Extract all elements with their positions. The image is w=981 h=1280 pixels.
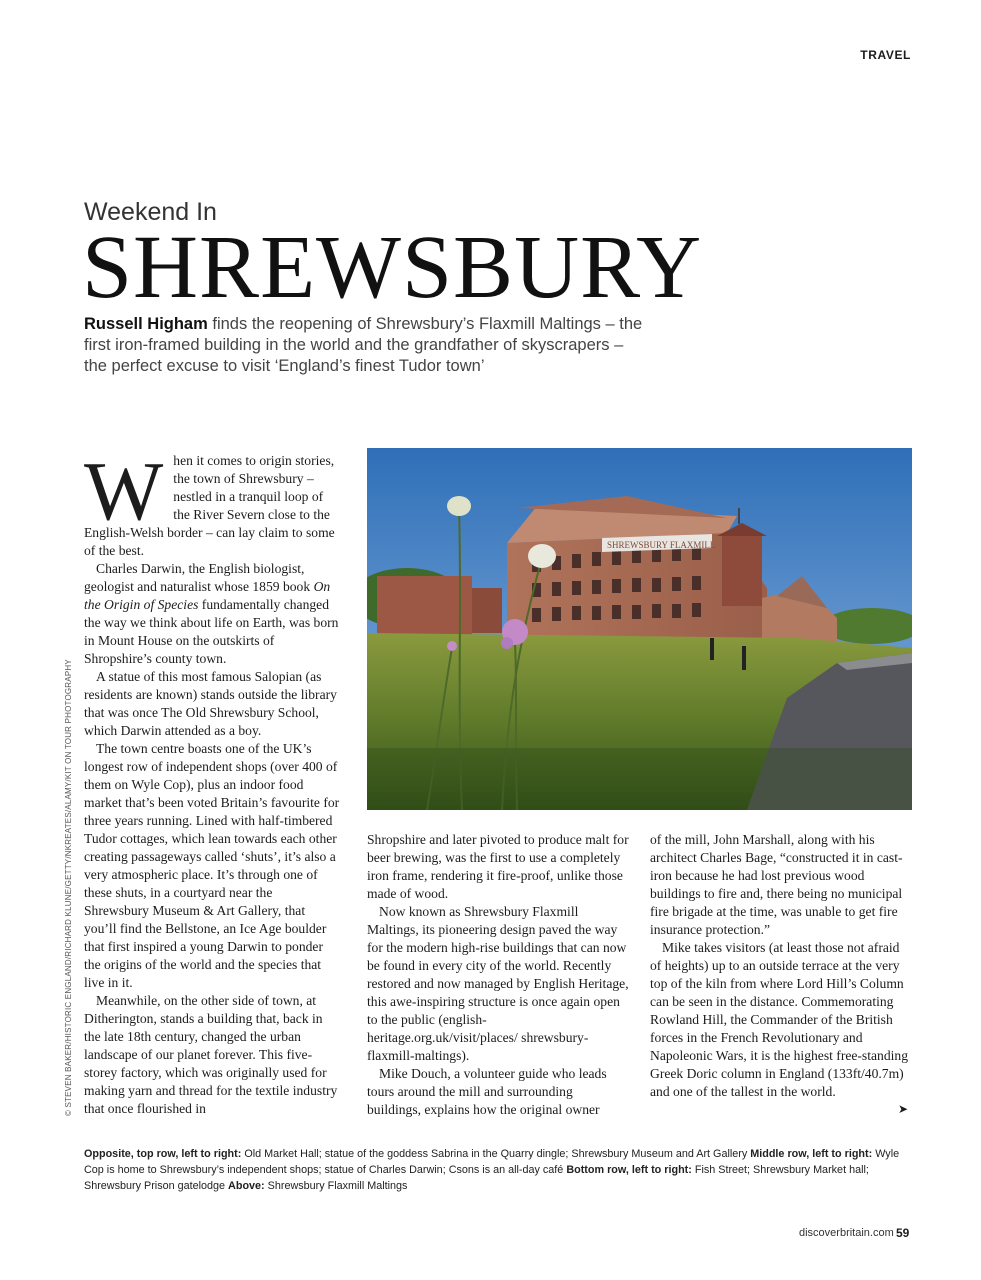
mill-sign: SHREWSBURY FLAXMILL — [607, 540, 716, 550]
author-name: Russell Higham — [84, 315, 208, 333]
caption-lead: Opposite, top row, left to right: — [84, 1148, 242, 1160]
caption-lead: Above: — [228, 1180, 265, 1192]
body-text: fundamentally changed the way we think about life on Earth, was born in Mount House on the outskirts of Shropshire’s county town. — [84, 597, 339, 666]
section-label: TRAVEL — [860, 48, 911, 62]
mill-windows — [532, 546, 701, 622]
headline-kicker: Weekend In — [84, 198, 217, 226]
body-paragraph: Shropshire and later pivoted to produce malt for beer brewing, was the first to use a completely iron frame, rendering it fire-proof, unlike those made of wood. — [367, 832, 629, 901]
caption-text: Wyle Cop is home to Shrewsbury’s independent shops; statue of Charles Darwin; Csons is an all-day café — [84, 1148, 900, 1176]
caption-text: Shrewsbury Flaxmill Maltings — [264, 1180, 408, 1192]
photo-caption — [84, 1146, 919, 1194]
caption-text: Old Market Hall; statue of the goddess Sabrina in the Quarry dingle; Shrewsbury Museum and Art Gallery — [241, 1148, 751, 1160]
photo-credit: © STEVEN BAKER/HISTORIC ENGLAND/RICHARD KLUNE/GETTY/NKREATES/ALAMY/KIT ON TOUR PHOTOGRAPHY — [64, 659, 73, 1116]
standfirst — [84, 314, 644, 377]
body-paragraph: A statue of this most famous Salopian (as residents are known) stands outside the library that was once The Old Shrewsbury School, which Darwin attended as a boy. — [84, 669, 337, 738]
continue-arrow-icon: ➤ — [898, 1102, 909, 1116]
body-paragraph: Now known as Shrewsbury Flaxmill Maltings, its pioneering design paved the way for the modern high-rise buildings that can now be found in every city of the world. Recently restored and now managed by English Heritage, this awe-inspiring structure is once again open to the public (english-heritage.org.uk/visit/places/ shrewsbury-flaxmill-maltings). — [367, 904, 629, 1063]
caption-lead: Middle row, left to right: — [750, 1148, 873, 1160]
caption-lead: Bottom row, left to right: — [566, 1164, 692, 1176]
body-paragraph: Mike Douch, a volunteer guide who leads tours around the mill and surrounding buildings, explains how the original owner — [367, 1066, 607, 1117]
body-column-1 — [84, 445, 340, 1118]
body-paragraph — [84, 560, 340, 668]
body-column-2 — [367, 831, 629, 1119]
footer-website: discoverbritain.com — [799, 1227, 894, 1239]
page-number: 59 — [896, 1226, 910, 1240]
body-column-3 — [650, 831, 912, 1101]
body-paragraph: The town centre boasts one of the UK’s longest row of independent shops (over 400 of them on Wyle Cop), plus an indoor food market that’s been voted Britain’s favourite for three years running. Lined with half-timbered Tudor cottages, which lean towards each other creating passageways called ‘shuts’, it’s also a very atmospheric place. It’s through one of these shuts, in a courtyard near the Shrewsbury Museum & Art Gallery, that you’ll find the Bellstone, an Ice Age boulder that first inspired a young Darwin to ponder the origins of the world and the species that live in it. — [84, 741, 340, 990]
body-text: Charles Darwin, the English biologist, geologist and naturalist whose 1859 book — [84, 561, 314, 594]
body-paragraph: Mike takes visitors (at least those not afraid of heights) up to an outside terrace at the very top of the kiln from where Lord Hill’s Column can be seen in the distance. Commemorating Rowland Hill, the Commander of the British forces in the French Revolutionary and Napoleonic Wars, it is the highest free-standing Greek Doric column in England (133ft/40.7m) and one of the tallest in the world. — [650, 940, 909, 1099]
page-title: SHREWSBURY — [82, 218, 703, 317]
book-title: On the Origin of Species — [84, 579, 331, 612]
body-paragraph: hen it comes to origin stories, the town of Shrewsbury – nestled in a tranquil loop of the River Severn close to the English-Welsh border – can lay claim to some of the best. — [84, 453, 335, 558]
caption-text: Fish Street; Shrewsbury Market hall; Shrewsbury Prison gatelodge — [84, 1164, 869, 1192]
body-paragraph: Meanwhile, on the other side of town, at Ditherington, stands a building that, back in the late 18th century, changed the urban landscape of our planet forever. This five-storey factory, which was originally used for making yarn and thread for the textile industry that once flourished in — [84, 993, 338, 1116]
flaxmill-photo — [367, 448, 912, 810]
drop-cap: W — [84, 445, 164, 538]
standfirst-text: finds the reopening of Shrewsbury’s Flaxmill Maltings – the first iron-framed building in the world and the grandfather of skyscrapers – the perfect excuse to visit ‘England’s finest Tudor town’ — [84, 315, 643, 375]
body-paragraph: of the mill, John Marshall, along with his architect Charles Bage, “constructed it in cast-iron because he had lost previous wood buildings to fire and, there being no municipal fire brigade at the time, was unable to get fire insurance protection.” — [650, 832, 903, 937]
